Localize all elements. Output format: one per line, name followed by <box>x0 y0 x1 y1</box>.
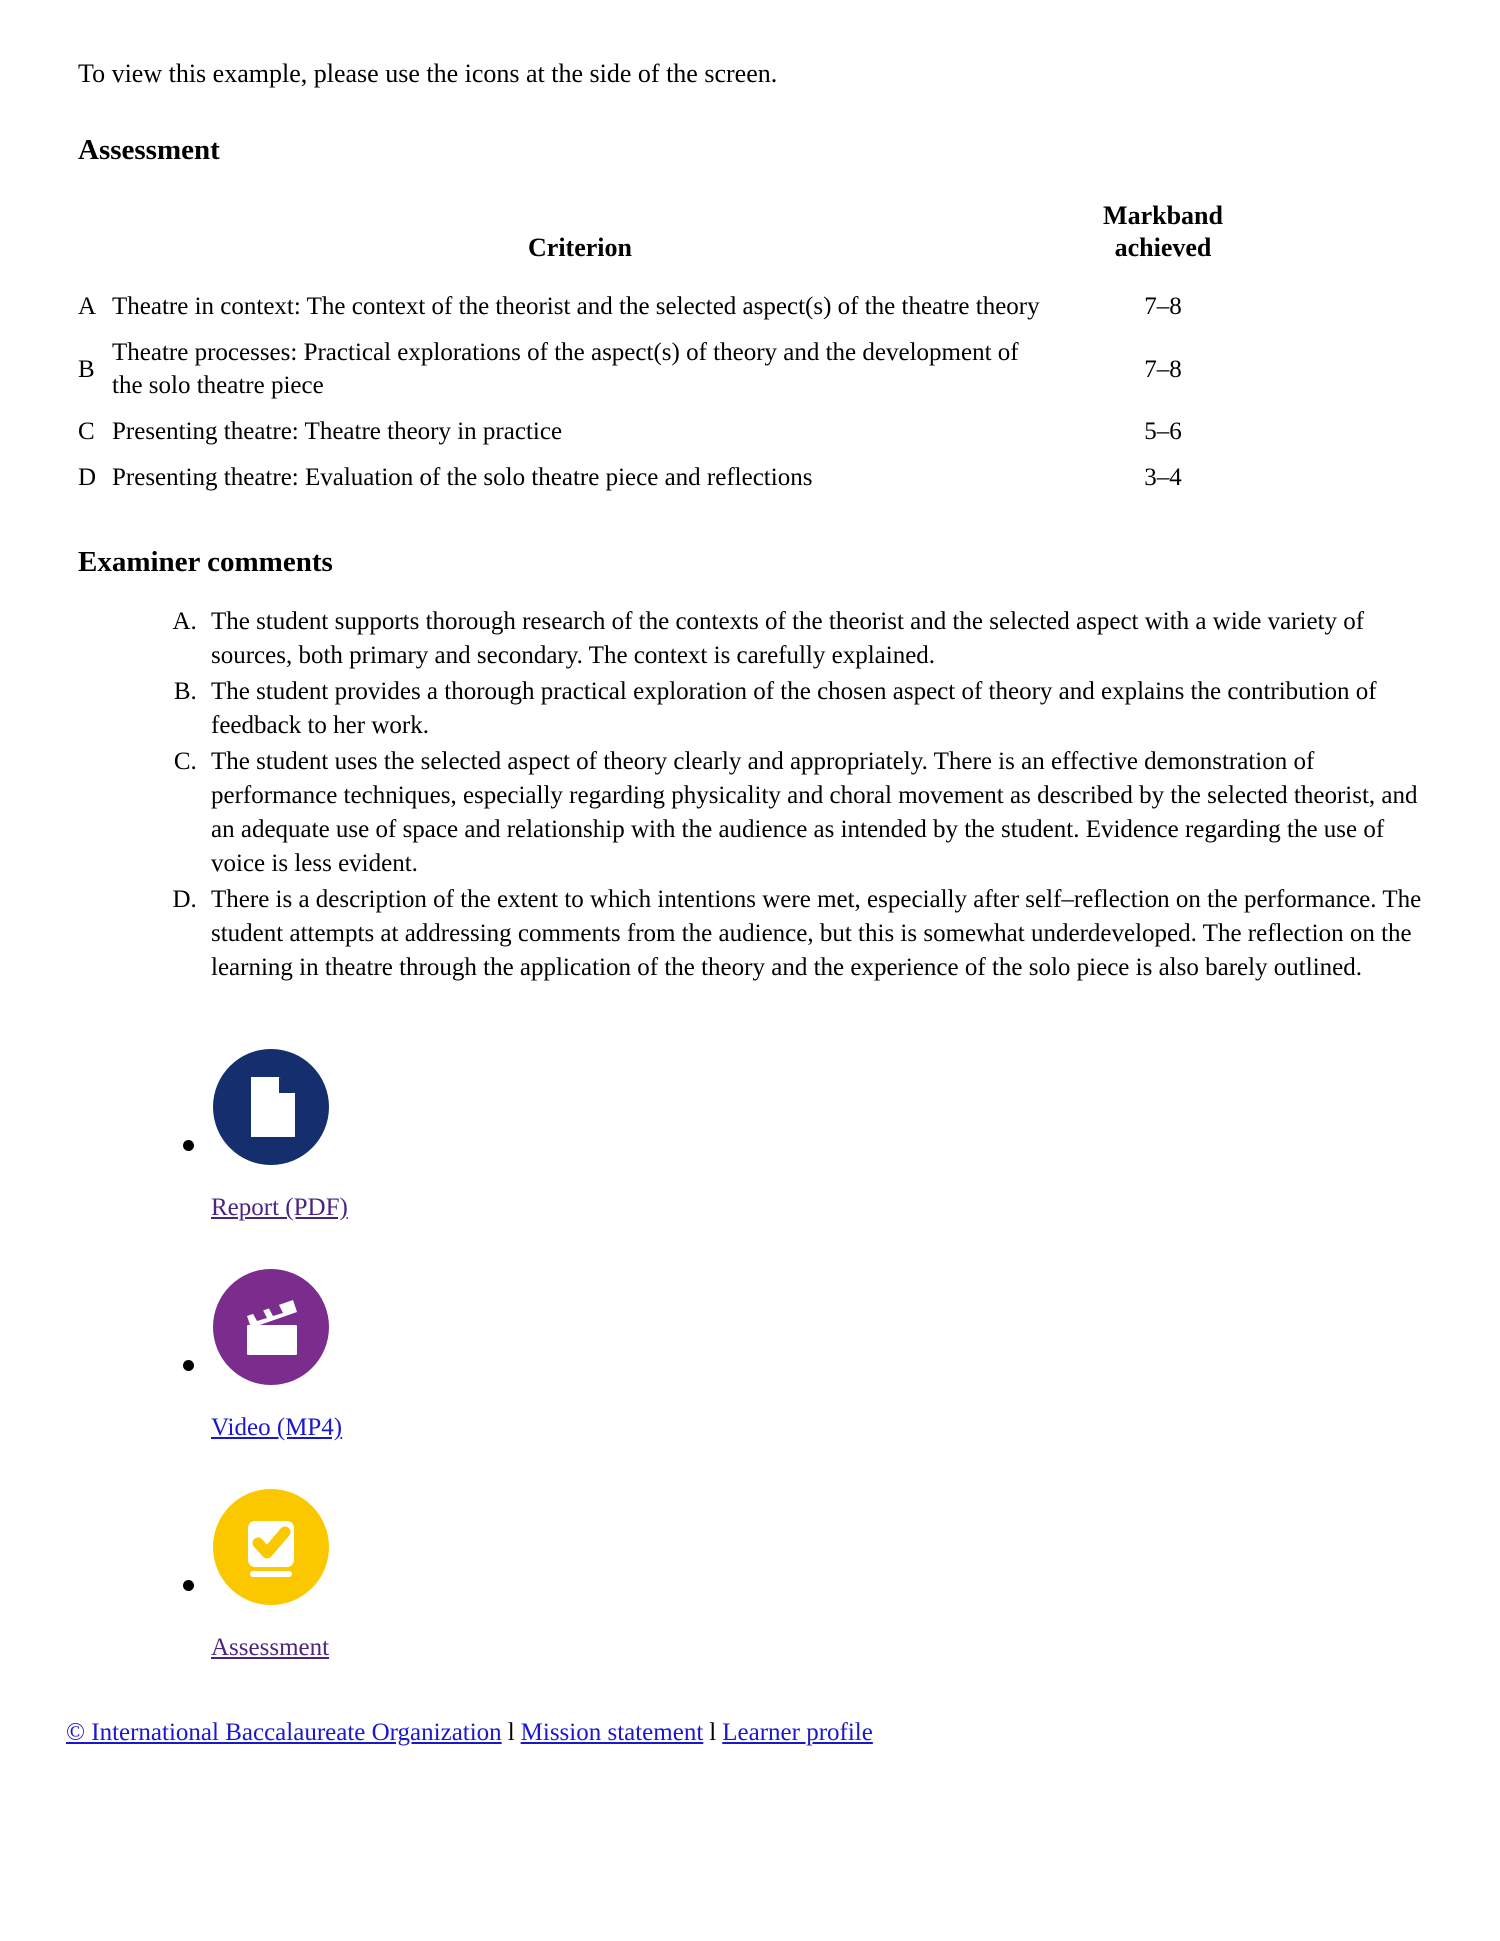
criterion-letter: B <box>78 355 95 383</box>
examiner-comments-list <box>78 605 1440 985</box>
clapperboard-icon[interactable] <box>211 1267 331 1387</box>
list-item <box>183 1267 1440 1443</box>
list-item: D. There is a description of the extent to which intentions were met, especially after self–reflection on the performance. The student attempts at addressing comments from the audience, but this is somewhat underdeveloped. The reflection on the learning in theatre through the application of the theory and the experience of the solo piece is also barely outlined. <box>203 883 1440 985</box>
table-row <box>78 456 1278 502</box>
footer-separator: l <box>709 1719 717 1747</box>
criterion-letter: C <box>78 418 95 446</box>
checkbox-icon[interactable] <box>211 1487 331 1607</box>
resource-video <box>183 1267 1440 1443</box>
assessment-table <box>78 200 1278 502</box>
footer-separator: l <box>507 1719 515 1747</box>
list-item <box>183 1487 1440 1663</box>
table-row <box>78 410 1278 456</box>
assessment-heading: Assessment <box>78 134 220 167</box>
column-header-criterion: Criterion <box>528 232 632 262</box>
markband-value: 7–8 <box>1144 293 1182 321</box>
resource-assessment <box>183 1487 1440 1663</box>
assessment-table-head <box>78 200 1278 285</box>
list-item <box>183 1047 1440 1223</box>
mission-statement-link[interactable]: Mission statement <box>520 1719 704 1747</box>
intro-text: To view this example, please use the icons at the side of the screen. <box>78 59 778 88</box>
column-header-markband <box>1048 200 1278 285</box>
criterion-description: Theatre processes: Practical explorations of the aspect(s) of theory and the development of the solo theatre piece <box>112 339 1019 400</box>
markband-line-1: Markband <box>1103 200 1223 230</box>
video-mp4-link[interactable]: Video (MP4) <box>211 1414 343 1442</box>
list-item: B. The student provides a thorough practical exploration of the chosen aspect of theory and explains the contribution of feedback to her work. <box>203 675 1440 743</box>
markband-value: 7–8 <box>1144 355 1182 383</box>
footer <box>66 1717 1440 1790</box>
table-row <box>78 331 1278 410</box>
table-row <box>78 285 1278 331</box>
criterion-description: Theatre in context: The context of the theorist and the selected aspect(s) of the theatre theory <box>112 293 1040 321</box>
resource-report <box>183 1047 1440 1223</box>
assessment-link[interactable]: Assessment <box>211 1634 330 1662</box>
criterion-letter: A <box>78 293 97 321</box>
markband-value: 3–4 <box>1144 464 1182 492</box>
criterion-letter: D <box>78 464 97 492</box>
list-item: A. The student supports thorough research of the contexts of the theorist and the selected aspect with a wide variety of sources, both primary and secondary. The context is carefully explained. <box>203 605 1440 673</box>
document-icon[interactable] <box>211 1047 331 1167</box>
markband-value: 5–6 <box>1144 418 1182 446</box>
learner-profile-link[interactable]: Learner profile <box>722 1719 873 1747</box>
column-header-letter <box>78 200 112 285</box>
copyright-link[interactable]: © International Baccalaureate Organization <box>66 1719 502 1747</box>
assessment-table-body <box>78 285 1278 502</box>
list-item: C. The student uses the selected aspect of theory clearly and appropriately. There is an effective demonstration of performance techniques, especially regarding physicality and choral movement as described by the selected theorist, and an adequate use of space and relationship with the audience as intended by the student. Evidence regarding the use of voice is less evident. <box>203 745 1440 881</box>
resource-list <box>78 1047 1440 1663</box>
examiner-comments-heading: Examiner comments <box>78 546 333 579</box>
criterion-description: Presenting theatre: Theatre theory in practice <box>112 418 563 446</box>
markband-line-2: achieved <box>1114 232 1212 262</box>
criterion-description: Presenting theatre: Evaluation of the solo theatre piece and reflections <box>112 464 813 492</box>
report-pdf-link[interactable]: Report (PDF) <box>211 1194 348 1222</box>
table-header-row <box>78 200 1278 285</box>
